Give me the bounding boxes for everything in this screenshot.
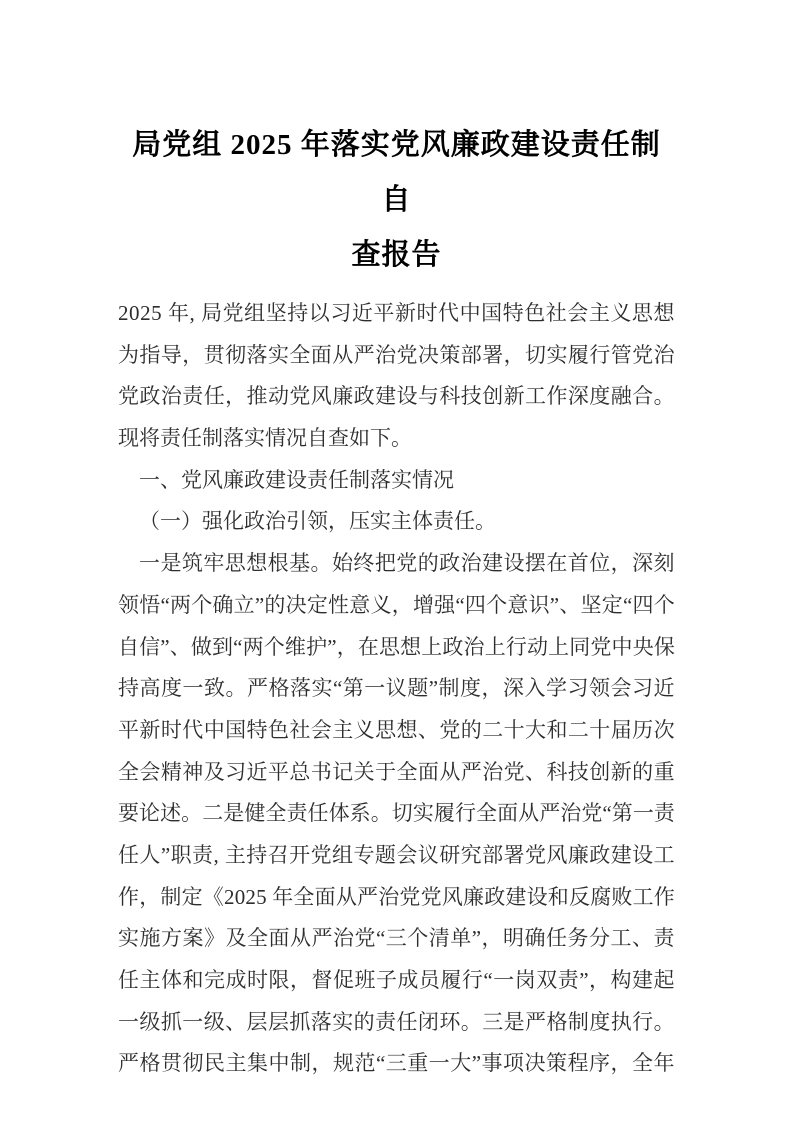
document-title xyxy=(118,118,675,283)
text-content: 作，制定《2025 年全面从严治党党风廉政建设和反腐败工作 xyxy=(118,884,675,909)
section-heading-line xyxy=(118,460,675,502)
body-text-line xyxy=(118,752,675,794)
body-text-line xyxy=(118,668,675,710)
text-content: 自信”、做到“两个维护”，在思想上政治上行动上同党中央保 xyxy=(118,634,675,659)
title-text: 查报告 xyxy=(351,239,442,271)
document-content xyxy=(118,0,675,1085)
text-content: 平新时代中国特色社会主义思想、党的二十大和二十届历次 xyxy=(118,717,675,742)
text-content: 任人”职责, 主持召开党组专题会议研究部署党风廉政建设工 xyxy=(118,842,675,867)
text-content: 党政治责任，推动党风廉政建设与科技创新工作深度融合。 xyxy=(118,384,675,409)
text-content: 要论述。二是健全责任体系。切实履行全面从严治党“第一责 xyxy=(118,801,675,826)
body-text-line xyxy=(118,627,675,669)
subsection-heading-line xyxy=(118,501,675,543)
body-text-line xyxy=(118,543,675,585)
body-text-line xyxy=(118,376,675,418)
text-content: 为指导，贯彻落实全面从严治党决策部署，切实履行管党治 xyxy=(118,342,675,367)
body-text-line xyxy=(118,835,675,877)
text-content: 一、党风廉政建设责任制落实情况 xyxy=(139,467,454,492)
body-text-line xyxy=(118,418,675,460)
body-text-line xyxy=(118,335,675,377)
document-title-line xyxy=(118,228,675,283)
text-content: 领悟“两个确立”的决定性意义，增强“四个意识”、坚定“四个 xyxy=(118,592,675,617)
text-content: 一级抓一级、层层抓落实的责任闭环。三是严格制度执行。 xyxy=(118,1009,675,1034)
title-text: 局党组 2025 年落实党风廉政建设责任制自 xyxy=(132,129,661,216)
body-text-line xyxy=(118,960,675,1002)
text-content: 严格贯彻民主集中制，规范“三重一大”事项决策程序，全年 xyxy=(118,1051,676,1076)
text-content: （一）强化政治引领，压实主体责任。 xyxy=(139,509,496,534)
text-content: 现将责任制落实情况自查如下。 xyxy=(118,426,412,451)
body-text-line xyxy=(118,877,675,919)
text-content: 实施方案》及全面从严治党“三个清单”，明确任务分工、责 xyxy=(118,926,676,951)
text-content: 任主体和完成时限，督促班子成员履行“一岗双责”，构建起 xyxy=(118,968,676,992)
text-content: 全会精神及习近平总书记关于全面从严治党、科技创新的重 xyxy=(118,759,675,784)
body-text-line xyxy=(118,918,675,960)
text-content: 一是筑牢思想根基。始终把党的政治建设摆在首位，深刻 xyxy=(139,551,675,576)
body-text-line xyxy=(118,585,675,627)
text-content: 持高度一致。严格落实“第一议题”制度，深入学习领会习近 xyxy=(118,676,676,701)
document-title-line xyxy=(118,118,675,228)
body-text-line xyxy=(118,793,675,835)
body-text-line xyxy=(118,1002,675,1044)
body-text-line xyxy=(118,293,675,335)
body-text-line xyxy=(118,710,675,752)
text-content: 2025 年, 局党组坚持以习近平新时代中国特色社会主义思想 xyxy=(118,301,676,325)
document-body xyxy=(118,293,675,1085)
body-text-line xyxy=(118,1043,675,1085)
